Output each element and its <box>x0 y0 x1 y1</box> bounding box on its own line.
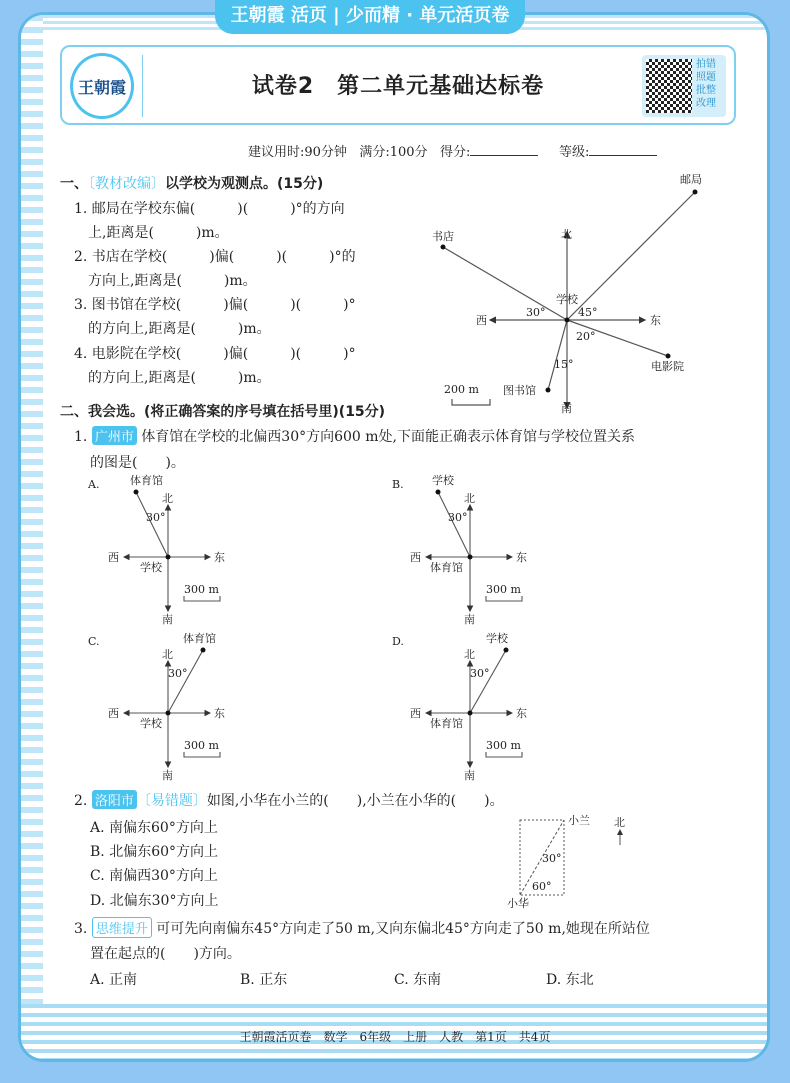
label-south: 南 <box>561 402 572 415</box>
q1-options <box>87 473 527 782</box>
question-line: 的方向上,距离是( )m。 <box>88 321 271 337</box>
angle-label: 15° <box>554 358 574 371</box>
scale-label: 300 m <box>184 583 219 596</box>
label-xiaohua: 小华 <box>507 897 529 910</box>
footer: 王朝霞活页卷 数学 6年级 上册 人教 第1页 共4页 <box>239 1030 551 1044</box>
page-title: 试卷2 第二单元基础达标卷 <box>251 74 545 99</box>
angle-label: 30° <box>448 511 468 524</box>
question-line: 方向上,距离是( )m。 <box>88 273 257 289</box>
option-label: A. <box>88 478 100 491</box>
label-cinema: 电影院 <box>651 360 684 373</box>
option-a[interactable]: A. 正南 <box>90 972 138 988</box>
label-east: 东 <box>516 551 527 564</box>
option-d-diagram[interactable] <box>392 631 527 782</box>
place-label: 学校 <box>486 632 508 645</box>
label-east: 东 <box>650 314 661 327</box>
q-num: 3. <box>74 921 88 937</box>
option-label: B. <box>392 478 404 491</box>
question-line: 4. 电影院在学校( )偏( )( )° <box>74 346 356 362</box>
angle-label: 20° <box>576 330 596 343</box>
angle-label: 45° <box>578 306 598 319</box>
place-label: 学校 <box>140 717 162 730</box>
question-line: 上,距离是( )m。 <box>88 225 229 241</box>
label-bookstore: 书店 <box>432 230 454 243</box>
option-label: C. <box>88 635 100 648</box>
question-line: 的方向上,距离是( )m。 <box>88 370 271 386</box>
question-line: 1. 邮局在学校东偏( )( )°的方向 <box>74 201 345 217</box>
label-post-office: 邮局 <box>680 173 702 186</box>
place-label: 体育馆 <box>430 561 463 574</box>
qr-caption: 拍错 <box>696 59 716 70</box>
banner: 王朝霞 活页 | 少而精 · 单元活页卷 <box>215 0 525 34</box>
label-west: 西 <box>108 551 119 564</box>
angle-label: 60° <box>532 880 552 893</box>
q3-text2: 置在起点的( )方向。 <box>90 946 241 962</box>
option-d[interactable]: D. 北偏东30°方向上 <box>90 893 219 909</box>
q1-text2: 的图是( )。 <box>90 455 185 471</box>
scale-label: 200 m <box>444 383 479 396</box>
qr-caption: 照题 <box>696 72 716 83</box>
option-b[interactable]: B. 正东 <box>240 972 288 988</box>
full-score-label: 满分:100分 <box>359 145 428 160</box>
label-north: 北 <box>464 648 475 661</box>
q-num: 1. <box>74 429 88 445</box>
label-library: 图书馆 <box>503 384 536 397</box>
label-west: 西 <box>410 707 421 720</box>
option-c[interactable]: C. 东南 <box>394 972 442 988</box>
place-label: 学校 <box>140 561 162 574</box>
label-south: 南 <box>162 613 173 626</box>
option-b[interactable]: B. 北偏东60°方向上 <box>90 844 219 860</box>
scale-bar <box>452 399 490 405</box>
qr-caption: 改理 <box>696 98 716 109</box>
logo: 王朝霞 <box>70 53 134 119</box>
label-xiaolan: 小兰 <box>568 814 590 827</box>
place-label: 体育馆 <box>183 632 216 645</box>
option-a-diagram[interactable] <box>87 473 225 626</box>
angle-label: 30° <box>470 667 490 680</box>
place-label: 体育馆 <box>130 474 163 487</box>
q-text: 可可先向南偏东45°方向走了50 m,又向东偏北45°方向走了50 m,她现在所站位 <box>156 921 650 937</box>
q-text: 如图,小华在小兰的( ),小兰在小华的( )。 <box>206 793 504 809</box>
time-label: 建议用时:90分钟 <box>248 145 347 160</box>
label-school: 学校 <box>556 293 578 306</box>
label-east: 东 <box>214 551 225 564</box>
option-b-diagram[interactable] <box>392 473 527 626</box>
option-c-diagram[interactable] <box>88 631 225 782</box>
question-line: 3. 图书馆在学校( )偏( )( )° <box>74 297 356 313</box>
section-num: 二、 <box>60 404 88 420</box>
ray-book <box>443 247 567 320</box>
label-south: 南 <box>162 769 173 782</box>
label-west: 西 <box>476 314 487 327</box>
region-tag: 洛阳市 <box>92 790 137 809</box>
ray-post <box>567 192 695 320</box>
label-south: 南 <box>464 769 475 782</box>
label-east: 东 <box>214 707 225 720</box>
section-title: 我会选。(将正确答案的序号填在括号里)(15分) <box>88 404 386 420</box>
option-label: D. <box>392 635 404 648</box>
tag: 〔教材改编〕 <box>88 176 165 192</box>
label-north: 北 <box>464 492 475 505</box>
label-north: 北 <box>162 492 173 505</box>
tag: 〔易错题〕 <box>136 793 207 809</box>
tag: 思维提升 <box>92 917 152 938</box>
label-west: 西 <box>410 551 421 564</box>
angle-label: 30° <box>526 306 546 319</box>
section-title: 以学校为观测点。(15分) <box>165 176 324 192</box>
qr-caption: 批整 <box>696 85 716 96</box>
label-north: 北 <box>561 228 572 241</box>
grade-label: 等级: <box>559 145 590 160</box>
angle-label: 30° <box>146 511 166 524</box>
scale-label: 300 m <box>184 739 219 752</box>
option-c[interactable]: C. 南偏西30°方向上 <box>90 868 218 884</box>
label-west: 西 <box>108 707 119 720</box>
label-north: 北 <box>614 816 625 829</box>
label-east: 东 <box>516 707 527 720</box>
score-label: 得分: <box>439 145 471 160</box>
scale-label: 300 m <box>486 583 521 596</box>
place-label: 体育馆 <box>430 717 463 730</box>
q-text: 体育馆在学校的北偏西30°方向600 m处,下面能正确表示体育馆与学校位置关系 <box>141 429 635 445</box>
scale-label: 300 m <box>486 739 521 752</box>
angle-label: 30° <box>168 667 188 680</box>
region-tag: 广州市 <box>92 426 137 445</box>
label-north: 北 <box>162 648 173 661</box>
section-num: 一、 <box>60 176 88 192</box>
option-d[interactable]: D. 东北 <box>546 972 594 988</box>
option-a[interactable]: A. 南偏东60°方向上 <box>90 820 218 836</box>
label-south: 南 <box>464 613 475 626</box>
place-label: 学校 <box>432 474 454 487</box>
q-num: 2. <box>74 793 88 809</box>
question-line: 2. 书店在学校( )偏( )( )°的 <box>74 249 356 265</box>
angle-label: 30° <box>542 852 562 865</box>
ray-library <box>548 320 567 390</box>
